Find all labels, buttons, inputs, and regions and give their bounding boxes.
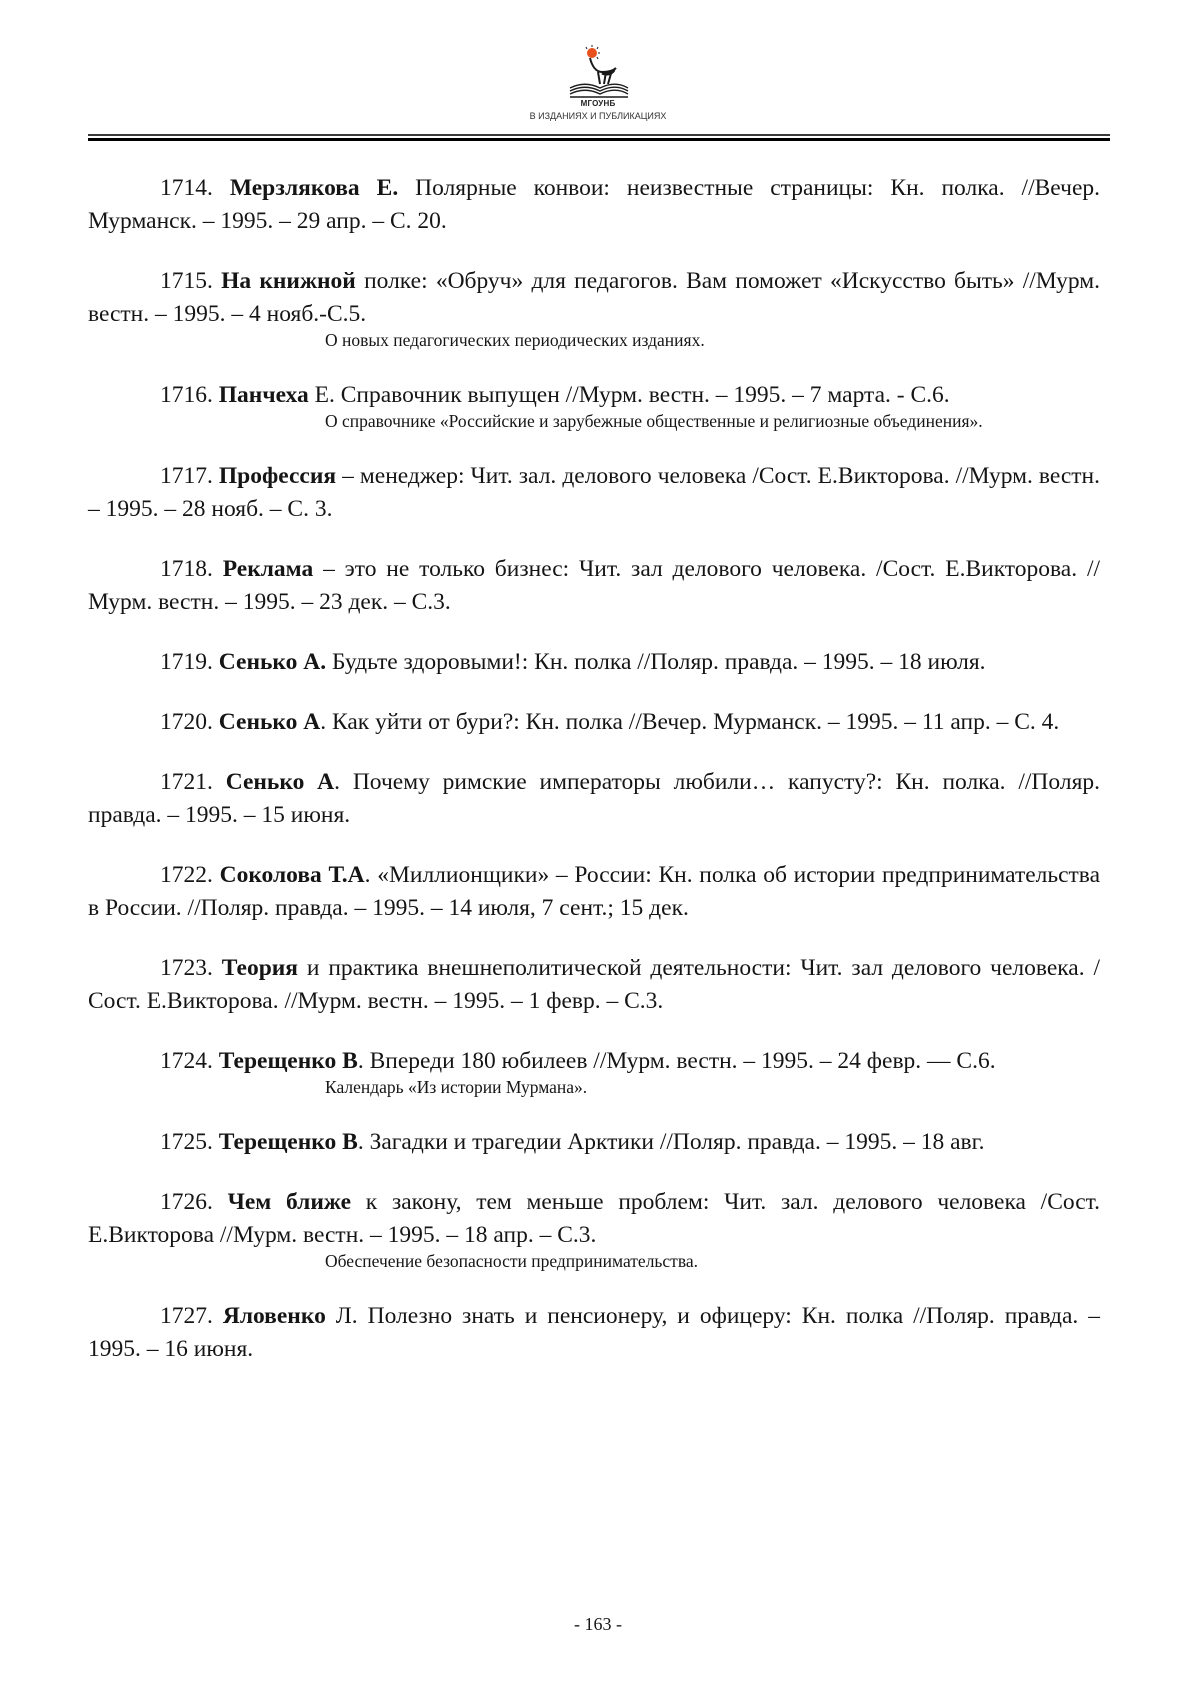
entry-heading: Чем ближе	[227, 1189, 352, 1215]
header-rule-thin	[88, 134, 1110, 136]
entry-text: . «Миллионщики» – России: Кн. полка об истории предпринимательства в России. //Поляр. правда. – 1995. – 14 июля, 7 сент.; 15 дек.	[88, 862, 1101, 921]
entry-heading: Терещенко В	[218, 1129, 358, 1155]
entry-heading: Панчеха	[218, 382, 309, 408]
bibliography-entry	[88, 553, 1100, 619]
entry-number: 1715.	[160, 268, 213, 294]
entry-number: 1721.	[160, 769, 213, 795]
entry-heading: Сенько А	[218, 709, 321, 735]
bibliography-entry	[88, 460, 1100, 526]
entry-text: Е. Справочник выпущен //Мурм. вестн. – 1995. – 7 марта. - С.6.	[308, 382, 950, 408]
entry-heading: Яловенко	[222, 1303, 326, 1329]
bibliography-entry	[88, 1045, 1100, 1099]
entry-number: 1717.	[160, 463, 213, 489]
entry-number: 1714.	[160, 175, 213, 201]
entry-number: 1718.	[160, 556, 213, 582]
entry-number: 1723.	[160, 955, 213, 981]
entry-text: . Впереди 180 юбилеев //Мурм. вестн. – 1995. – 24 февр. — С.6.	[357, 1048, 996, 1074]
bibliography-entry	[88, 766, 1100, 832]
entry-annotation: О справочнике «Российские и зарубежные общественные и религиозные объединения».	[325, 411, 983, 431]
entry-heading: Сенько А.	[218, 649, 327, 675]
sun-icon	[586, 45, 600, 59]
entry-heading: Теория	[221, 955, 299, 981]
page-header	[0, 0, 1196, 150]
entry-text: к закону, тем меньше проблем: Чит. зал. делового человека /Сост. Е.Викторова //Мурм. вестн. – 1995. – 18 апр. – С.3.	[88, 1189, 1101, 1248]
entry-heading: Реклама	[222, 556, 314, 582]
entry-number: 1724.	[160, 1048, 213, 1074]
entry-text: и практика внешнеполитической деятельности: Чит. зал делового человека. /Сост. Е.Викторова. //Мурм. вестн. – 1995. – 1 февр. – С.3.	[88, 955, 1100, 1014]
entry-text: . Загадки и трагедии Арктики //Поляр. правда. – 1995. – 18 авг.	[357, 1129, 985, 1155]
bibliography-entry	[88, 1300, 1100, 1366]
bibliography-entry	[88, 1186, 1100, 1273]
entry-number: 1720.	[160, 709, 213, 735]
deer-icon	[590, 58, 616, 84]
entry-text: . Почему римские императоры любили… капусту?: Кн. полка. //Поляр. правда. – 1995. – 15 июня.	[88, 769, 1101, 828]
entry-text: Будьте здоровыми!: Кн. полка //Поляр. правда. – 1995. – 18 июля.	[326, 649, 986, 675]
entry-annotation: Календарь «Из истории Мурмана».	[325, 1077, 588, 1097]
bibliography-entry	[88, 265, 1100, 352]
entry-text: полке: «Обруч» для педагогов. Вам поможет «Искусство быть» //Мурм. вестн. – 1995. – 4 нояб.-С.5.	[88, 268, 1100, 327]
bibliography-entry	[88, 379, 1100, 433]
entry-text: Л. Полезно знать и пенсионеру, и офицеру: Кн. полка //Поляр. правда. – 1995. – 16 июня.	[88, 1303, 1100, 1362]
entry-heading: Соколова Т.А	[219, 862, 365, 888]
entry-heading: Мерзлякова Е.	[229, 175, 399, 201]
header-subtitle: В ИЗДАНИЯХ И ПУБЛИКАЦИЯХ	[529, 111, 667, 121]
entry-number: 1726.	[160, 1189, 213, 1215]
entry-number: 1716.	[160, 382, 213, 408]
library-logo-icon	[562, 44, 634, 100]
entry-annotation: Обеспечение безопасности предпринимательства.	[325, 1251, 698, 1271]
bibliography-entry	[88, 172, 1100, 238]
entry-text: – менеджер: Чит. зал. делового человека /Сост. Е.Викторова. //Мурм. вестн. – 1995. – 28 нояб. – С. 3.	[88, 463, 1101, 522]
entry-number: 1727.	[160, 1303, 213, 1329]
entry-heading: Сенько А	[225, 769, 335, 795]
bibliography-entry	[88, 1126, 1100, 1159]
entry-number: 1725.	[160, 1129, 213, 1155]
entry-text: Полярные конвои: неизвестные страницы: Кн. полка. //Вечер. Мурманск. – 1995. – 29 апр. – С. 20.	[88, 175, 1101, 234]
bibliography-entry	[88, 952, 1100, 1018]
entry-heading: Профессия	[218, 463, 337, 489]
entry-heading: Терещенко В	[218, 1048, 358, 1074]
bibliography-entry	[88, 859, 1100, 925]
entry-heading: На книжной	[221, 268, 356, 294]
entry-number: 1719.	[160, 649, 213, 675]
bibliography-list	[88, 172, 1100, 1393]
page-number: - 163 -	[574, 1614, 622, 1634]
bibliography-entry	[88, 706, 1100, 739]
entry-number: 1722.	[160, 862, 213, 888]
entry-text: . Как уйти от бури?: Кн. полка //Вечер. Мурманск. – 1995. – 11 апр. – С. 4.	[320, 709, 1060, 735]
book-icon	[570, 84, 628, 97]
header-rule-thick	[88, 138, 1110, 141]
organization-name: МГОУНБ	[580, 99, 616, 108]
entry-annotation: О новых педагогических периодических изданиях.	[325, 330, 705, 350]
bibliography-entry	[88, 646, 1100, 679]
entry-text: – это не только бизнес: Чит. зал делового человека. /Сост. Е.Викторова. //Мурм. вестн. – 1995. – 23 дек. – С.3.	[88, 556, 1101, 615]
